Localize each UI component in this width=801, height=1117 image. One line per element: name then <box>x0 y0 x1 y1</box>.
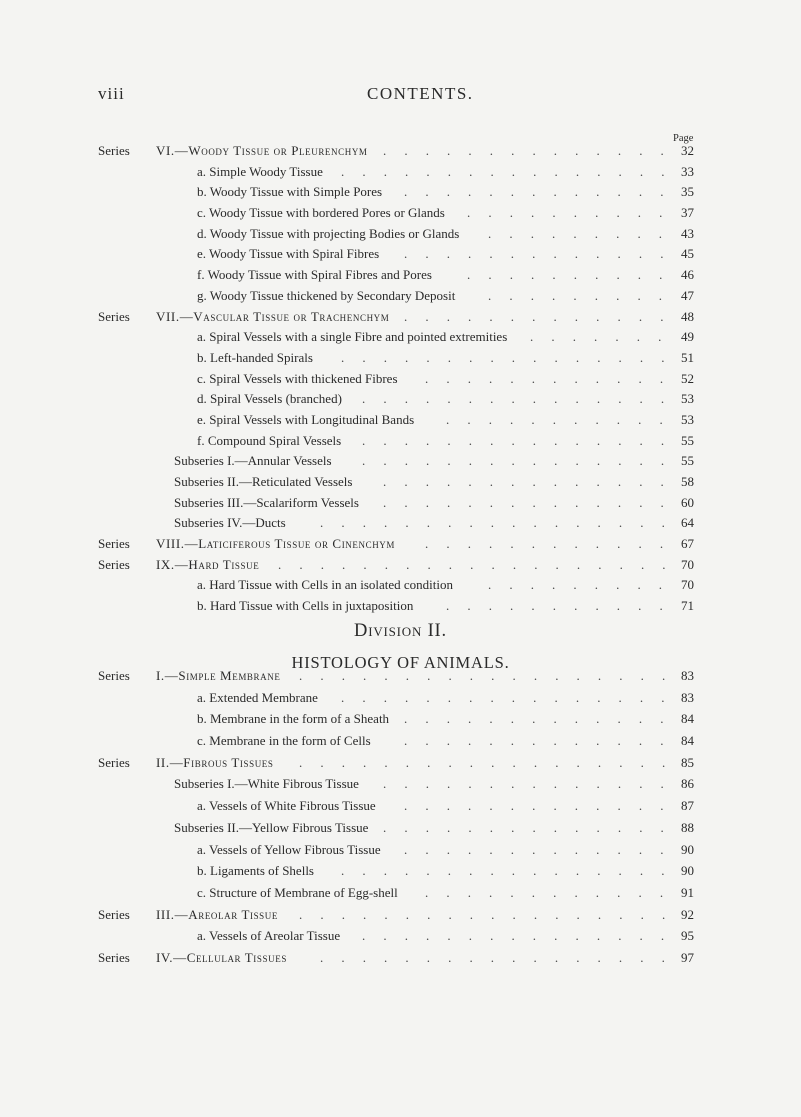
toc-entry-label: a. Vessels of Yellow Fibrous Tissue <box>197 841 381 857</box>
dot-leader: ................... <box>278 556 684 572</box>
series-label: Series <box>98 949 130 965</box>
toc-entry <box>0 882 801 904</box>
toc-entry <box>0 687 801 709</box>
toc-entry <box>0 752 801 774</box>
toc-entry <box>0 348 801 369</box>
dot-leader: ............... <box>362 391 683 407</box>
toc-entry-page: 88 <box>681 819 694 835</box>
dot-leader: ................ <box>341 349 683 365</box>
dot-leader: ............... <box>362 928 683 944</box>
toc-entry-label: c. Structure of Membrane of Egg-shell <box>197 884 398 900</box>
toc-entry-page: 53 <box>681 411 694 427</box>
series-label: Series <box>98 668 130 683</box>
toc-entry <box>0 182 801 203</box>
dot-leader: .............. <box>383 776 682 792</box>
dot-leader: ........... <box>446 598 681 614</box>
toc-entry-page: 70 <box>681 556 694 572</box>
toc-entry-label: f. Compound Spiral Vessels <box>197 432 342 448</box>
dot-leader: .......... <box>467 267 681 283</box>
toc-entry <box>0 947 801 969</box>
toc-entry-label: g. Woody Tissue thickened by Secondary Deposit <box>197 287 456 303</box>
toc-entry-label: d. Woody Tissue with projecting Bodies or Glands <box>197 225 460 241</box>
toc-entry <box>0 472 801 493</box>
toc-entry <box>0 773 801 795</box>
toc-entry-label: b. Ligaments of Shells <box>197 863 314 879</box>
toc-division-1 <box>0 141 801 617</box>
toc-entry-label: a. Spiral Vessels with a single Fibre and pointed extremities <box>197 329 508 345</box>
toc-entry-page: 86 <box>681 776 694 792</box>
dot-leader: .............. <box>383 143 682 158</box>
toc-entry <box>0 493 801 514</box>
toc-entry-label: III.—Areolar Tissue <box>156 906 278 922</box>
toc-entry-page: 49 <box>681 329 694 345</box>
toc-entry-label: d. Spiral Vessels (branched) <box>197 391 342 407</box>
toc-entry <box>0 265 801 286</box>
toc-entry-page: 37 <box>681 205 694 221</box>
toc-entry-label: a. Simple Woody Tissue <box>197 163 323 179</box>
toc-entry-page: 85 <box>681 754 694 770</box>
toc-entry <box>0 730 801 752</box>
toc-entry <box>0 665 801 687</box>
toc-entry-label: a. Vessels of White Fibrous Tissue <box>197 798 376 814</box>
toc-entry <box>0 307 801 328</box>
toc-entry-label: Subseries III.—Scalariform Vessels <box>174 494 359 510</box>
toc-entry-page: 83 <box>681 689 694 705</box>
toc-entry-label: VI.—Woody Tissue or Pleurenchym <box>156 143 368 158</box>
toc-entry-page: 35 <box>681 184 694 200</box>
dot-leader: .............. <box>383 494 682 510</box>
page-column-label: Page <box>673 133 694 144</box>
toc-entry-label: Subseries II.—Yellow Fibrous Tissue <box>174 819 369 835</box>
toc-entry-page: 55 <box>681 453 694 469</box>
toc-entry-page: 71 <box>681 598 694 614</box>
dot-leader: .................. <box>299 668 684 683</box>
toc-entry-label: II.—Fibrous Tissues <box>156 754 274 770</box>
page-number: viii <box>98 84 125 103</box>
dot-leader: ............. <box>404 184 682 200</box>
dot-leader: ............... <box>362 453 683 469</box>
toc-entry <box>0 817 801 839</box>
toc-entry-label: b. Hard Tissue with Cells in juxtaposition <box>197 598 414 614</box>
toc-entry-page: 45 <box>681 246 694 262</box>
dot-leader: ................. <box>320 515 683 531</box>
dot-leader: ............. <box>404 711 682 727</box>
toc-entry-label: a. Hard Tissue with Cells in an isolated condition <box>197 577 454 593</box>
toc-entry <box>0 860 801 882</box>
toc-entry-label: e. Spiral Vessels with Longitudinal Bands <box>197 411 415 427</box>
dot-leader: .......... <box>467 205 681 221</box>
dot-leader: ................ <box>341 163 683 179</box>
toc-entry <box>0 596 801 617</box>
dot-leader: .............. <box>383 474 682 489</box>
toc-entry-label: c. Woody Tissue with bordered Pores or Glands <box>197 205 445 221</box>
toc-entry-label: Subseries I.—Annular Vessels <box>174 453 332 469</box>
toc-entry <box>0 286 801 307</box>
toc-entry <box>0 451 801 472</box>
toc-entry-page: 97 <box>681 949 694 965</box>
toc-entry-page: 32 <box>681 143 694 158</box>
toc-entry-page: 83 <box>681 668 694 683</box>
toc-entry-label: c. Membrane in the form of Cells <box>197 733 371 749</box>
toc-entry-label: b. Left-handed Spirals <box>197 349 313 365</box>
toc-entry-label: e. Woody Tissue with Spiral Fibres <box>197 246 380 262</box>
toc-entry-page: 55 <box>681 432 694 448</box>
toc-entry-page: 48 <box>681 308 694 324</box>
toc-entry-label: IX.—Hard Tissue <box>156 556 260 572</box>
toc-entry <box>0 389 801 410</box>
dot-leader: ............. <box>404 841 682 857</box>
toc-entry-page: 64 <box>681 515 694 531</box>
page-title: CONTENTS. <box>367 84 474 103</box>
toc-entry-label: Subseries IV.—Ducts <box>174 515 286 531</box>
dot-leader: ............ <box>425 884 682 900</box>
toc-entry-page: 33 <box>681 163 694 179</box>
dot-leader: ............. <box>404 308 682 324</box>
toc-entry-label: Subseries I.—White Fibrous Tissue <box>174 776 359 792</box>
toc-entry <box>0 162 801 183</box>
toc-entry-page: 84 <box>681 733 694 749</box>
toc-entry <box>0 141 801 162</box>
toc-entry-label: a. Vessels of Areolar Tissue <box>197 928 341 944</box>
dot-leader: ............. <box>404 733 682 749</box>
toc-entry <box>0 904 801 926</box>
dot-leader: ......... <box>488 577 681 593</box>
toc-division-2 <box>0 665 801 969</box>
toc-entry <box>0 839 801 861</box>
toc-entry-label: IV.—Cellular Tissues <box>156 949 287 965</box>
toc-entry-page: 95 <box>681 928 694 944</box>
toc-entry-page: 47 <box>681 287 694 303</box>
series-label: Series <box>98 143 130 158</box>
division-title: Division II. <box>354 621 447 641</box>
toc-entry <box>0 534 801 555</box>
dot-leader: ................. <box>320 949 683 965</box>
toc-entry-page: 84 <box>681 711 694 727</box>
series-label: Series <box>98 754 130 770</box>
toc-entry <box>0 244 801 265</box>
dot-leader: ....... <box>530 329 680 345</box>
dot-leader: ................ <box>341 863 683 879</box>
toc-entry-page: 87 <box>681 798 694 814</box>
series-label: Series <box>98 308 130 324</box>
series-label: Series <box>98 536 130 552</box>
dot-leader: ......... <box>488 225 681 241</box>
toc-entry <box>0 925 801 947</box>
toc-entry-page: 92 <box>681 906 694 922</box>
toc-entry <box>0 575 801 596</box>
toc-entry <box>0 369 801 390</box>
toc-entry <box>0 203 801 224</box>
dot-leader: ............ <box>425 536 682 552</box>
series-label: Series <box>98 906 130 922</box>
toc-entry-page: 53 <box>681 391 694 407</box>
toc-entry <box>0 555 801 576</box>
toc-entry-label: a. Extended Membrane <box>197 689 318 705</box>
toc-entry-page: 58 <box>681 474 694 489</box>
dot-leader: ................ <box>341 689 683 705</box>
dot-leader: ........... <box>446 411 681 427</box>
toc-entry <box>0 327 801 348</box>
toc-entry-page: 51 <box>681 349 694 365</box>
toc-entry-page: 67 <box>681 536 694 552</box>
toc-entry-label: VIII.—Laticiferous Tissue or Cinenchym <box>156 536 396 552</box>
division-subtitle: HISTOLOGY OF ANIMALS. <box>291 653 510 672</box>
dot-leader: ............ <box>425 370 682 386</box>
toc-entry-label: f. Woody Tissue with Spiral Fibres and Pores <box>197 267 432 283</box>
dot-leader: .................. <box>299 906 684 922</box>
toc-entry-page: 46 <box>681 267 694 283</box>
toc-entry-page: 70 <box>681 577 694 593</box>
toc-entry-page: 52 <box>681 370 694 386</box>
toc-entry-label: Subseries II.—Reticulated Vessels <box>174 474 353 489</box>
dot-leader: ............. <box>404 798 682 814</box>
toc-entry-label: b. Woody Tissue with Simple Pores <box>197 184 383 200</box>
toc-entry <box>0 513 801 534</box>
dot-leader: .................. <box>299 754 684 770</box>
toc-entry <box>0 795 801 817</box>
toc-entry-label: VII.—Vascular Tissue or Trachenchym <box>156 308 390 324</box>
dot-leader: ............... <box>362 432 683 448</box>
toc-entry <box>0 224 801 245</box>
toc-entry-label: c. Spiral Vessels with thickened Fibres <box>197 370 398 386</box>
dot-leader: ............. <box>404 246 682 262</box>
toc-entry-page: 60 <box>681 494 694 510</box>
toc-entry-label: b. Membrane in the form of a Sheath <box>197 711 390 727</box>
toc-entry-label: I.—Simple Membrane <box>156 668 281 683</box>
toc-entry-page: 43 <box>681 225 694 241</box>
toc-entry <box>0 708 801 730</box>
toc-entry-page: 90 <box>681 841 694 857</box>
toc-entry-page: 91 <box>681 884 694 900</box>
dot-leader: .............. <box>383 819 682 835</box>
toc-entry <box>0 410 801 431</box>
dot-leader: ......... <box>488 287 681 303</box>
series-label: Series <box>98 556 130 572</box>
toc-entry-page: 90 <box>681 863 694 879</box>
toc-entry <box>0 431 801 452</box>
